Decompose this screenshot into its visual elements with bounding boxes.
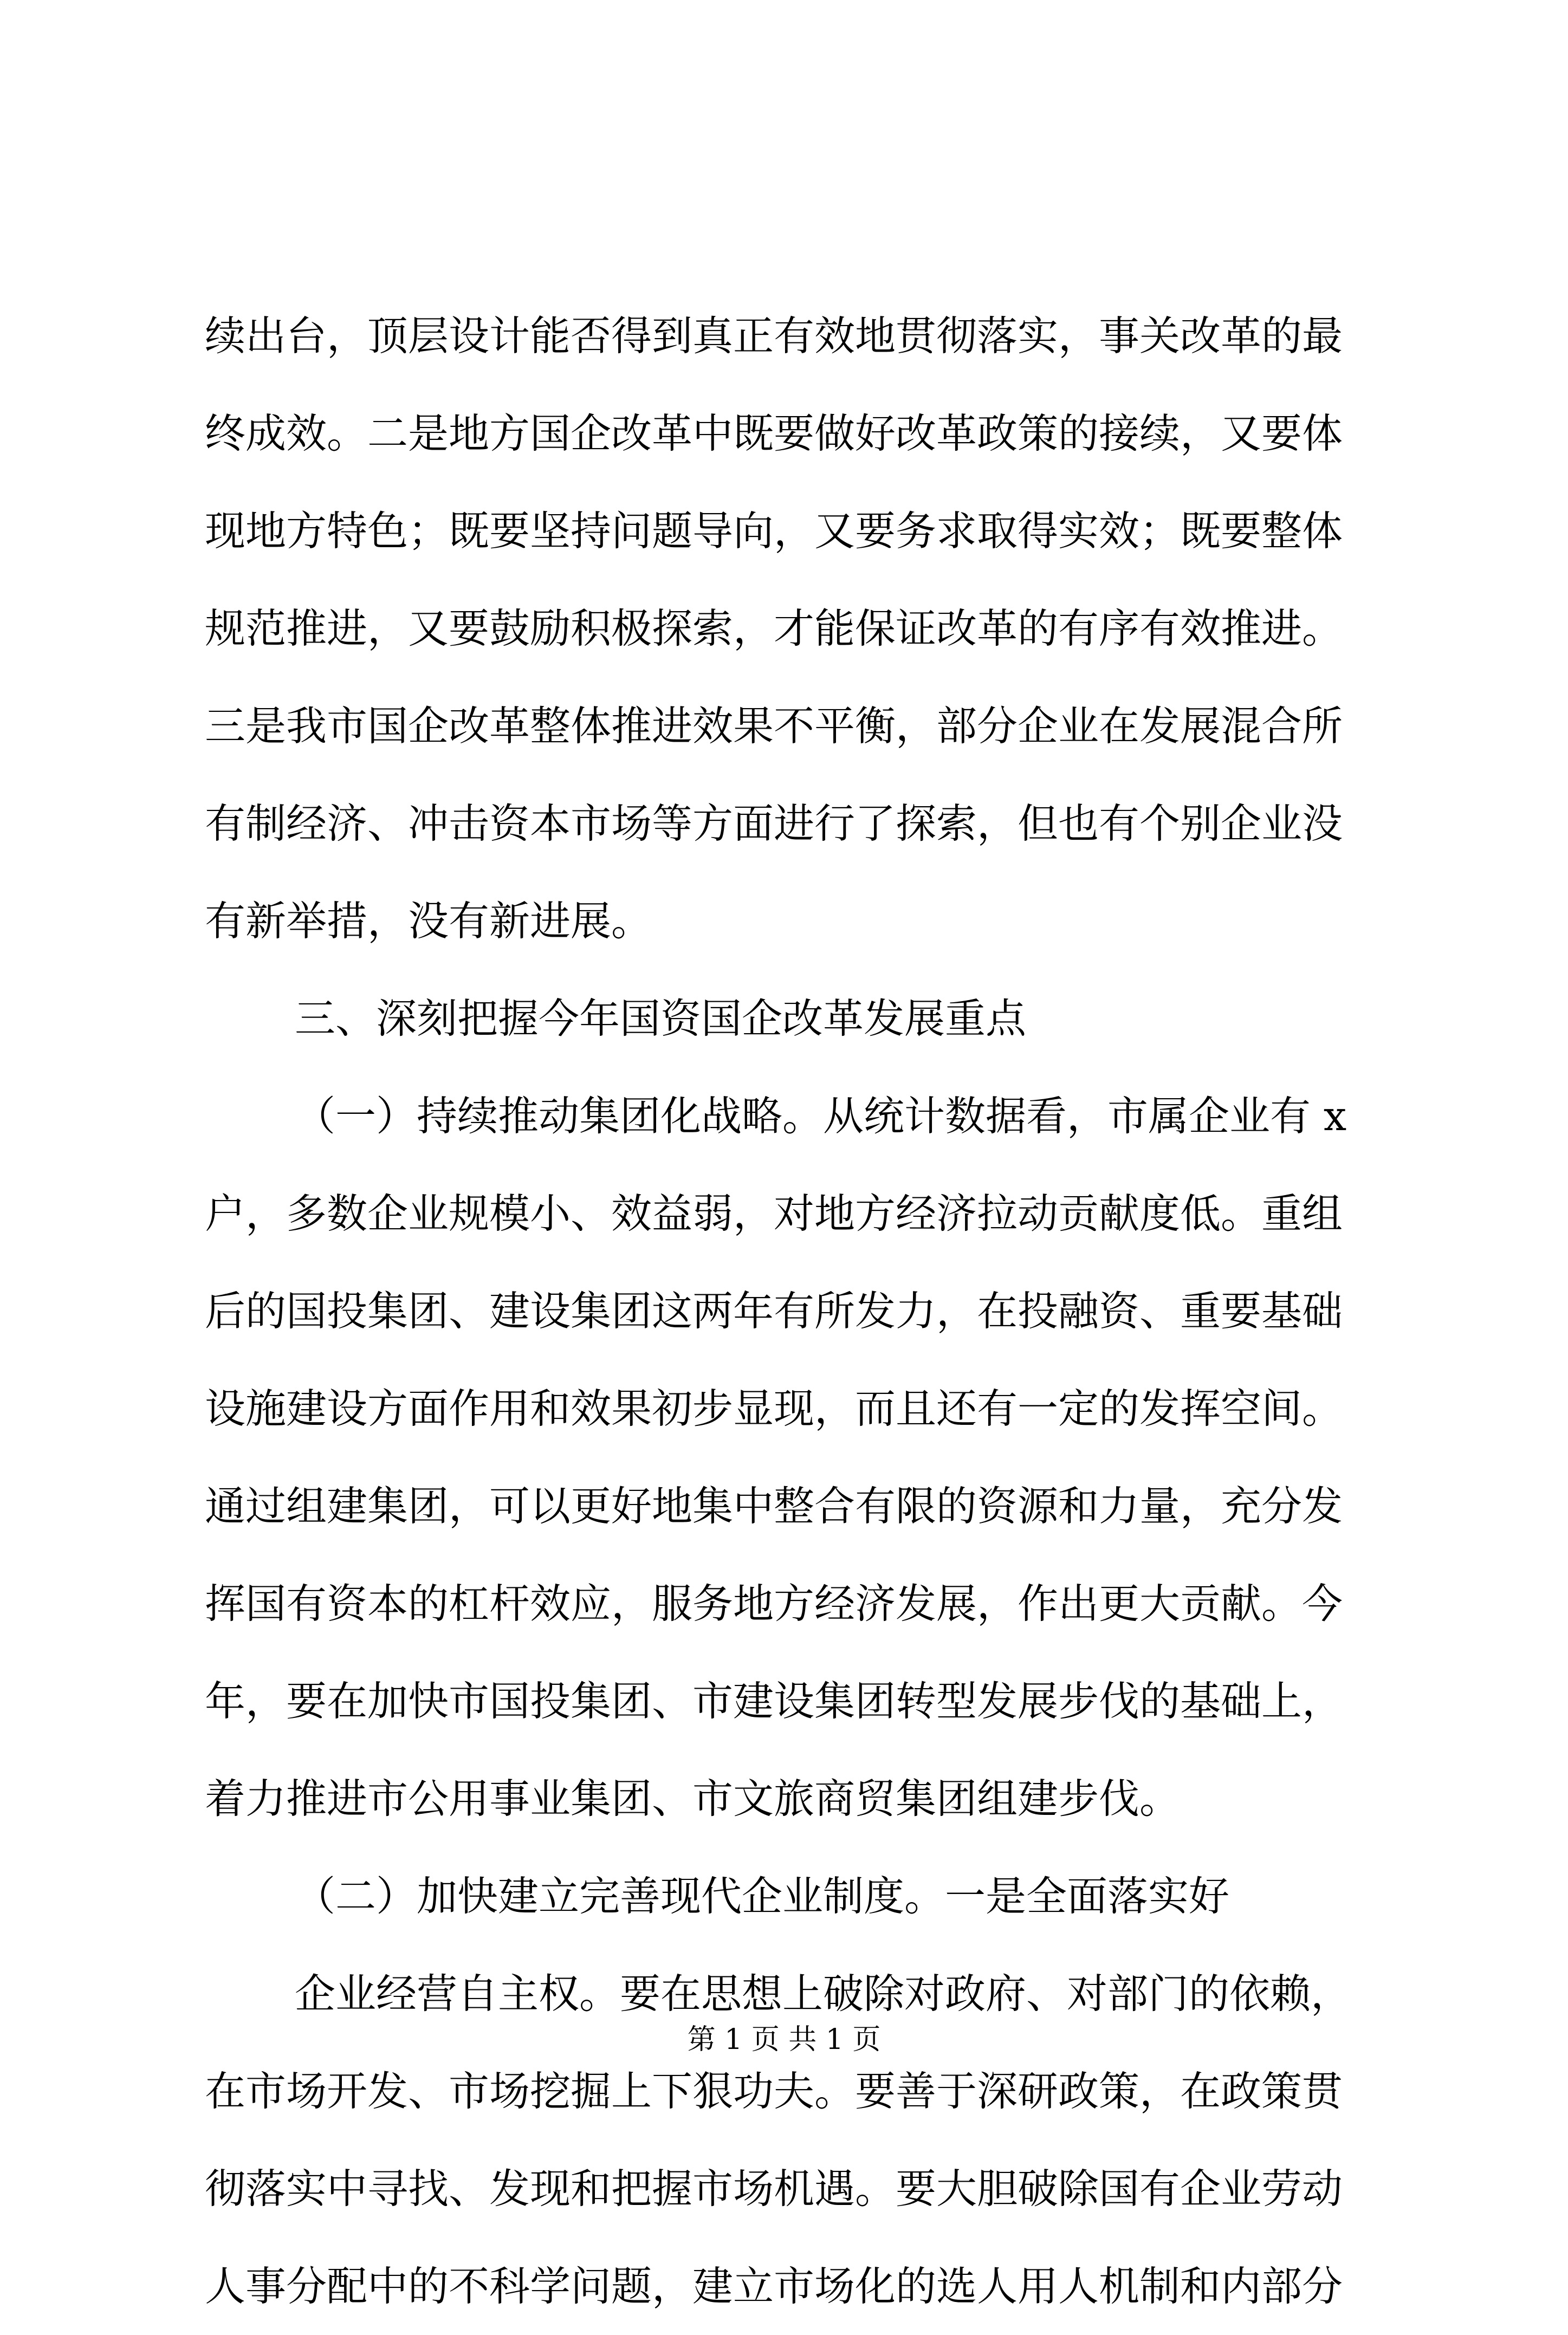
subsection-heading-line: （二）加快建立完善现代企业制度。一是全面落实好 — [295, 1872, 1230, 1920]
text-line: 终成效。二是地方国企改革中既要做好改革政策的接续，又要体 — [205, 410, 1343, 457]
text-line: 年，要在加快市国投集团、市建设集团转型发展步伐的基础上， — [205, 1677, 1343, 1725]
text-line: 人事分配中的不科学问题，建立市场化的选人用人机制和内部分 — [205, 2262, 1343, 2310]
text-line: 规范推进，又要鼓励积极探索，才能保证改革的有序有效推进。 — [205, 605, 1343, 652]
text-line: 现地方特色；既要坚持问题导向，又要务求取得实效；既要整体 — [205, 507, 1343, 555]
text-line: 彻落实中寻找、发现和把握市场机遇。要大胆破除国有企业劳动 — [205, 2165, 1343, 2213]
text-line: 在市场开发、市场挖掘上下狠功夫。要善于深研政策，在政策贯 — [205, 2067, 1343, 2115]
text-line: 后的国投集团、建设集团这两年有所发力，在投融资、重要基础 — [205, 1287, 1343, 1335]
text-line: 户，多数企业规模小、效益弱，对地方经济拉动贡献度低。重组 — [205, 1190, 1343, 1237]
text-line: 挥国有资本的杠杆效应，服务地方经济发展，作出更大贡献。今 — [205, 1580, 1343, 1627]
text-line: 有制经济、冲击资本市场等方面进行了探索，但也有个别企业没 — [205, 800, 1343, 847]
text-line: 着力推进市公用事业集团、市文旅商贸集团组建步伐。 — [205, 1775, 1181, 1822]
section-heading: 三、深刻把握今年国资国企改革发展重点 — [295, 995, 1027, 1042]
text-line: 通过组建集团，可以更好地集中整合有限的资源和力量，充分发 — [205, 1482, 1343, 1530]
text-line: 续出台，顶层设计能否得到真正有效地贯彻落实，事关改革的最 — [205, 312, 1343, 360]
text-line: 有新举措，没有新进展。 — [205, 897, 652, 945]
text-line: 设施建设方面作用和效果初步显现，而且还有一定的发挥空间。 — [205, 1385, 1343, 1432]
subsection-heading-line: （一）持续推动集团化战略。从统计数据看，市属企业有 x — [295, 1092, 1347, 1140]
text-line: 三是我市国企改革整体推进效果不平衡，部分企业在发展混合所 — [205, 702, 1343, 750]
page-footer: 第 1 页 共 1 页 — [687, 2023, 881, 2056]
text-line: 企业经营自主权。要在思想上破除对政府、对部门的依赖， — [295, 1970, 1352, 2018]
